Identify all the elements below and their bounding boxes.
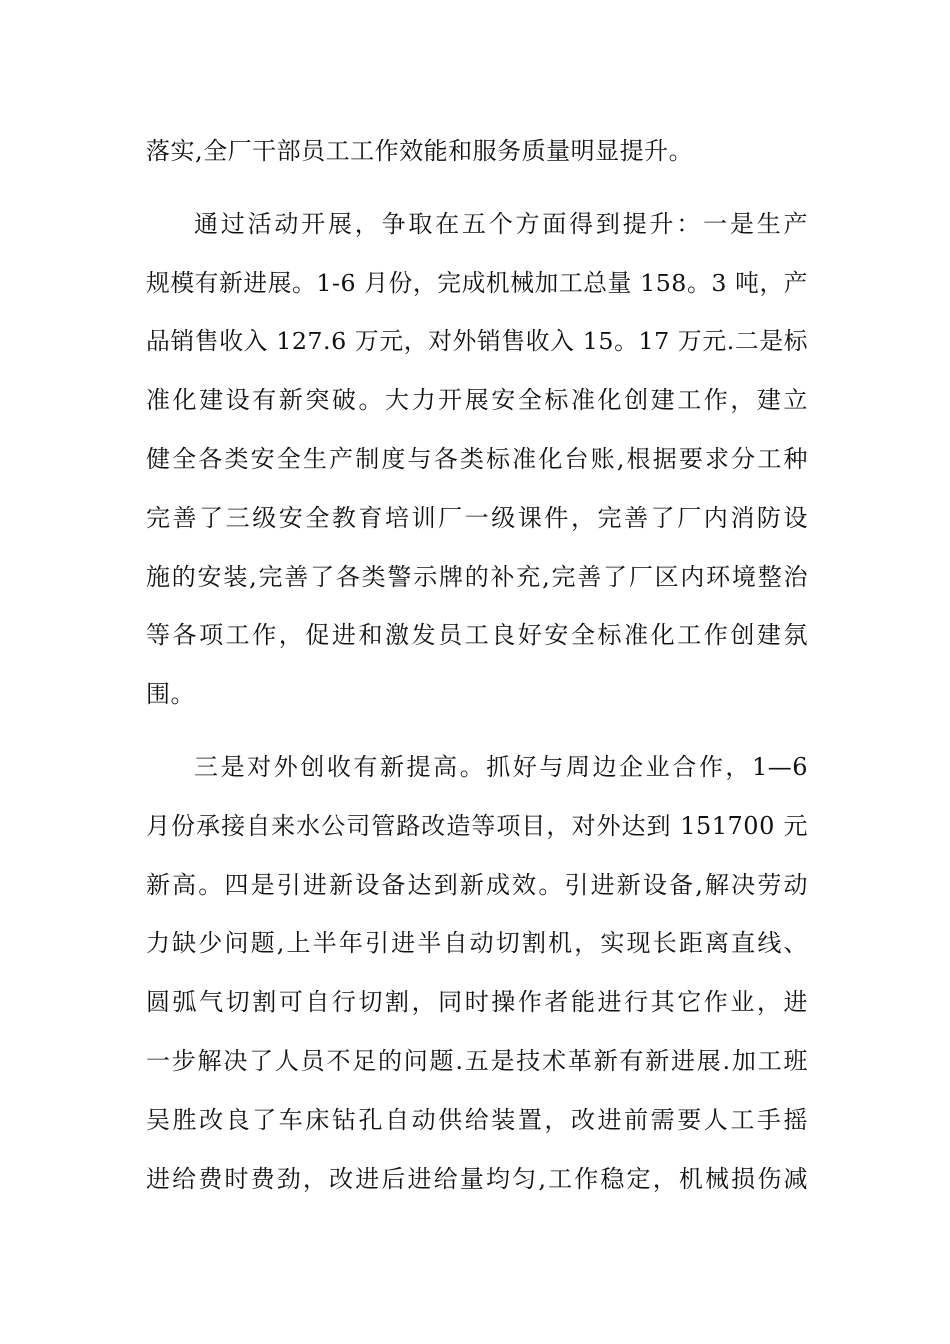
paragraph-gap xyxy=(146,724,808,738)
paragraph-line: 规模有新进展。1-6 月份，完成机械加工总量 158。3 吨，产 xyxy=(146,268,808,297)
paragraph-line: 准化建设有新突破。大力开展安全标准化创建工作，建立 xyxy=(146,386,808,415)
paragraph-line: 力缺少问题,上半年引进半自动切割机，实现长距离直线、 xyxy=(146,929,808,958)
paragraph-line: 月份承接自来水公司管路改造等项目，对外达到 151700 元 xyxy=(146,811,808,840)
paragraph-line: 施的安装,完善了各类警示牌的补充,完善了厂区内环境整治 xyxy=(146,562,808,591)
paragraph-line: 吴胜改良了车床钻孔自动供给装置，改进前需要人工手摇 xyxy=(146,1105,808,1134)
paragraph-gap xyxy=(146,181,808,195)
paragraph-line: 落实,全厂干部员工工作效能和服务质量明显提升。 xyxy=(146,137,694,165)
paragraph-line: 新高。四是引进新设备达到新成效。引进新设备,解决劳动 xyxy=(146,870,808,899)
paragraph-line: 完善了三级安全教育培训厂一级课件，完善了厂内消防设 xyxy=(146,503,808,532)
paragraph-line: 等各项工作，促进和激发员工良好安全标准化工作创建氛 xyxy=(146,621,808,650)
paragraph-line: 健全各类安全生产制度与各类标准化台账,根据要求分工种 xyxy=(146,444,808,473)
paragraph-3 xyxy=(146,738,808,1208)
paragraph-line: 三是对外创收有新提高。抓好与周边企业合作，1—6 xyxy=(194,752,808,781)
document-body xyxy=(146,122,808,1208)
paragraph-line: 围。 xyxy=(146,680,195,709)
paragraph-line: 圆弧气切割可自行切割，同时操作者能进行其它作业，进 xyxy=(146,988,808,1017)
paragraph-line: 品销售收入 127.6 万元，对外销售收入 15。17 万元.二是标 xyxy=(146,327,808,356)
paragraph-line: 进给费时费劲，改进后进给量均匀,工作稳定，机械损伤减 xyxy=(146,1164,808,1193)
paragraph-2 xyxy=(146,195,808,724)
paragraph-line: 通过活动开展，争取在五个方面得到提升：一是生产 xyxy=(194,209,808,238)
paragraph-1 xyxy=(146,122,808,181)
paragraph-line: 一步解决了人员不足的问题.五是技术革新有新进展.加工班 xyxy=(146,1046,808,1075)
